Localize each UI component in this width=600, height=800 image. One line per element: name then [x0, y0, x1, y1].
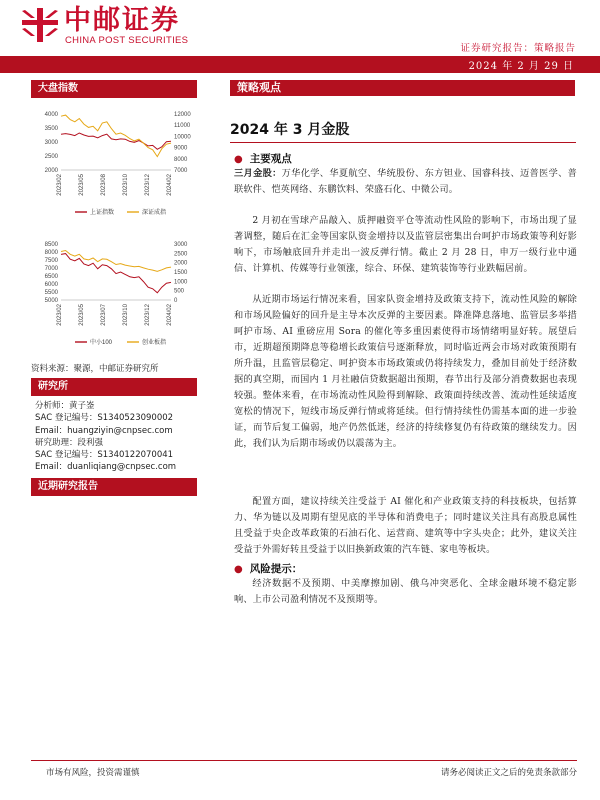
chart2-x-tick: 2023/12 — [145, 304, 151, 326]
chart1-y-left-tick: 3000 — [44, 140, 58, 146]
chart2-legend-label-1: 中小100 — [90, 340, 113, 346]
chart1-x-tick: 2023/12 — [145, 174, 151, 196]
chart2-y-left-tick: 8500 — [44, 242, 58, 248]
chart2-y-left-tick: 7000 — [44, 266, 58, 272]
index-chart-1-svg — [31, 108, 197, 228]
chart2-y-left-tick: 7500 — [44, 258, 58, 264]
chart2-y-right-tick: 3000 — [174, 242, 188, 248]
risk-label: 风险提示： — [249, 563, 303, 575]
footer-risk-warning: 市场有风险，投资需谨慎 — [46, 768, 140, 778]
logo-chinese-name: 中邮证券 — [64, 5, 180, 36]
report-type-label: 证券研究报告：策略报告 — [460, 43, 576, 54]
paragraph-allocation: 配置方面，建议持续关注受益于 AI 催化和产业政策支持的科技板块，包括算力、华为链以及周期有望见底的半导体和消费电子；同时建议关注具有高股息属性且受益于央企改革政策的石油石化、运营商、建筑等中字头央企；此外，建议关注受益于外需好转且受益于以旧换新政策的汽车链、家电等板块。 — [234, 496, 577, 555]
chart2-y-left-tick: 8000 — [44, 250, 58, 256]
report-title: 2024 年 3 月金股 — [230, 122, 350, 138]
chart2-y-left-tick: 6500 — [44, 274, 58, 280]
title-divider — [230, 142, 576, 143]
chart1-y-right-tick: 9000 — [174, 145, 188, 152]
chart2-x-tick: 2023/10 — [123, 304, 129, 326]
paragraph-golden-stocks — [234, 166, 577, 198]
chart2-y-right-tick: 500 — [174, 288, 185, 295]
report-date: 2024 年 2 月 29 日 — [468, 61, 574, 72]
section-tag: 策略观点 — [230, 80, 575, 96]
chart2-y-right-tick: 1500 — [174, 270, 188, 276]
recent-reports-header: 近期研究报告 — [31, 478, 197, 496]
chart2-y-right-tick: 0 — [174, 298, 178, 304]
golden-stocks-label: 三月金股： — [234, 168, 282, 179]
paragraph-market-review: 2 月初在雪球产品敲入、质押融资平仓等流动性风险的影响下，市场出现了显著调整，随后在汇金等国家队资金增持以及监管层密集出台呵护市场政策等利好影响下，市场触底回升并走出一波反弹行情。截止 2 月 28 日，申万一级行业中通信、计算机、传媒等行业领涨，综合、环保、建筑装饰等行业跌幅居前。 — [234, 215, 577, 274]
analyst-email[interactable]: Email：huangziyin@cnpsec.com — [35, 425, 173, 436]
market-index-header: 大盘指数 — [31, 80, 197, 98]
chart1-y-left-tick: 4000 — [44, 112, 58, 118]
chart1-y-right-tick: 7000 — [174, 168, 188, 174]
chart1-y-right-tick: 8000 — [174, 156, 188, 163]
chart1-legend-label-1: 上证指数 — [90, 210, 115, 216]
chart2-y-right-tick: 2000 — [174, 260, 188, 267]
chart2-series-1-line — [61, 254, 171, 293]
china-post-logo-icon — [20, 6, 60, 44]
assistant-sac-number: SAC 登记编号：S1340122070041 — [35, 450, 174, 461]
chart1-y-right-tick: 10000 — [174, 134, 191, 141]
chart2-x-tick: 2023/05 — [79, 304, 85, 326]
chart1-y-right-tick: 11000 — [174, 123, 191, 130]
risk-heading — [234, 561, 302, 576]
main-points-label: 主要观点 — [249, 153, 292, 165]
chart2-x-tick: 2023/07 — [101, 304, 107, 326]
paragraph-risk: 经济数据不及预期、中美摩擦加剧、俄乌冲突恶化、全球金融环境不稳定影响、上市公司盈利情况不及预期等。 — [234, 578, 577, 605]
chart1-y-left-tick: 2000 — [44, 168, 58, 174]
chart1-y-left-tick: 3500 — [44, 126, 58, 132]
assistant-name: 研究助理：段利强 — [35, 437, 104, 448]
analyst-info — [35, 400, 197, 474]
chart-source-note: 资料来源：聚源，中邮证券研究所 — [31, 364, 159, 374]
chart2-y-right-tick: 1000 — [174, 279, 188, 286]
research-institute-header: 研究所 — [31, 378, 197, 396]
main-points-heading — [234, 151, 292, 166]
chart1-series-1-line — [61, 133, 171, 149]
chart1-series-2-line — [61, 115, 171, 157]
chart2-y-left-tick: 5000 — [44, 298, 58, 304]
company-logo — [20, 6, 220, 46]
bullet-icon: ● — [234, 154, 243, 165]
chart2-x-tick: 2024/02 — [167, 304, 173, 326]
index-chart-2 — [31, 238, 197, 358]
bullet-icon: ● — [234, 564, 243, 575]
chart2-y-right-tick: 2500 — [174, 251, 188, 258]
chart1-legend-label-2: 深证成指 — [142, 210, 167, 216]
analyst-sac-number: SAC 登记编号：S1340523090002 — [35, 413, 174, 424]
chart2-x-tick: 2023/02 — [57, 304, 63, 326]
index-chart-2-svg — [31, 238, 197, 358]
chart1-x-tick: 2023/08 — [101, 174, 107, 196]
chart1-x-tick: 2023/05 — [79, 174, 85, 196]
chart1-y-left-tick: 2500 — [44, 154, 58, 160]
chart2-legend-label-2: 创业板指 — [142, 340, 167, 346]
footer-divider — [31, 760, 577, 761]
date-bar — [0, 56, 600, 73]
chart1-x-tick: 2023/10 — [123, 174, 129, 196]
chart2-series-2-line — [61, 251, 171, 272]
chart2-y-left-tick: 6000 — [44, 282, 58, 288]
index-chart-1 — [31, 108, 197, 228]
analyst-name: 分析师：黄子崟 — [35, 401, 95, 411]
chart2-y-left-tick: 5500 — [44, 290, 58, 296]
logo-english-name: CHINA POST SECURITIES — [65, 35, 189, 46]
chart1-y-right-tick: 12000 — [174, 112, 191, 118]
golden-stocks-list: 万华化学、华夏航空、华统股份、东方钽业、国睿科技、迈普医学、普联软件、恺英网络、东鹏饮料、荣盛石化、中微公司。 — [234, 168, 577, 195]
assistant-email[interactable]: Email：duanliqiang@cnpsec.com — [35, 462, 177, 473]
chart1-x-tick: 2024/02 — [167, 174, 173, 196]
chart1-x-tick: 2023/02 — [57, 174, 63, 196]
paragraph-outlook: 从近期市场运行情况来看，国家队资金增持及政策支持下，流动性风险的解除和市场风险偏好的回升是主导本次反弹的主要因素。降准降息落地、监管层多举措呵护市场、AI 重磅应用 Sora 的催化等多重因素使得市场情绪明显好转。展望后市，近期超预期降息等稳增长政策信号逐渐释放，同时临近两会市场对政策预期有所升温，且监管层稳定、呵护资本市场政策或仍将持续发力，叠加目前处于经济数据的真空期，而国内 1 月社融信贷数据超出预期，春节出行及部分消费数据也表现较强。整体来看，在市场流动性风险得到解除、政策面持续改善、流动性延续适度宽松的情况下，短线市场反弹行情或将延续。但行情持续性仍需基本面的进一步验证，而节后复工偏弱，地产仍然低迷，经济的持续修复仍有待政策的继续发力。因此，我们认为后期市场或仍以震荡为主。 — [234, 294, 577, 449]
footer-disclaimer-note: 请务必阅读正文之后的免责条款部分 — [440, 768, 577, 778]
